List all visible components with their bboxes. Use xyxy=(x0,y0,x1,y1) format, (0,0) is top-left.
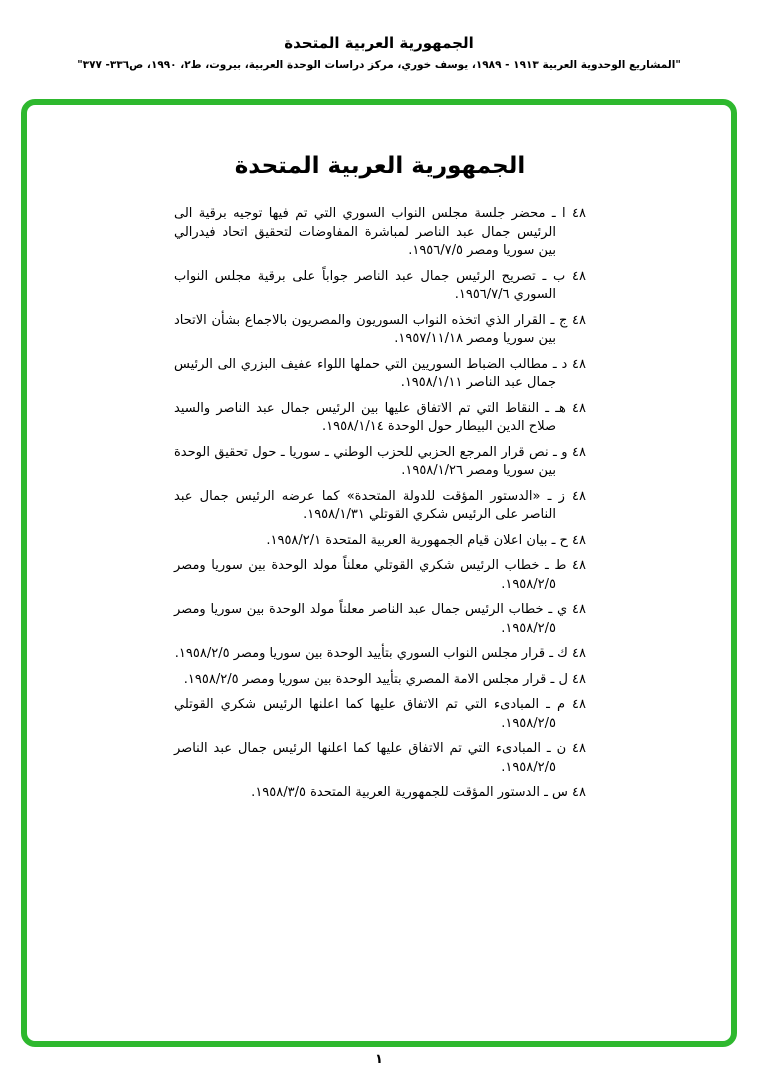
list-item xyxy=(174,268,586,305)
entry-text: نص قرار المرجع الحزبي للحزب الوطني ـ سوريا ـ حول تحقيق الوحدة بين سوريا ومصر ١٩٥٨/١/٢٦. xyxy=(174,444,556,478)
entry-text: بيان اعلان قيام الجمهورية العربية المتحدة ١٩٥٨/٢/١. xyxy=(266,532,548,548)
list-item xyxy=(174,784,586,803)
list-item xyxy=(174,205,586,261)
entry-label: ٤٨ د ـ xyxy=(552,356,586,372)
entry-text: المبادىء التي تم الاتفاق عليها كما اعلنها الرئيس شكري القوتلي ١٩٥٨/٢/٥. xyxy=(174,697,556,731)
entry-text: محضر جلسة مجلس النواب السوري التي تم فيها توجيه برقية الى الرئيس جمال عبد الناصر لمباشرة المفاوضات لتحقيق اتحاد فيدرالي بين سوريا ومصر ١٩٥٦/٧/٥. xyxy=(174,206,556,258)
entry-label: ٤٨ س ـ xyxy=(544,785,586,800)
entry-label: ٤٨ ط ـ xyxy=(545,558,586,573)
document-page xyxy=(174,153,586,810)
page-header xyxy=(0,34,758,71)
entry-label: ٤٨ ي ـ xyxy=(548,602,586,617)
entry-text: مطالب الضباط السوريين التي حملها اللواء عفيف البزري الى الرئيس جمال عبد الناصر ١٩٥٨/١/١١. xyxy=(174,356,556,390)
entry-label: ٤٨ ز ـ xyxy=(547,488,587,504)
entry-label: ٤٨ ن ـ xyxy=(546,741,586,756)
list-item xyxy=(174,532,586,551)
list-item xyxy=(174,312,586,349)
document-frame xyxy=(21,99,737,1047)
entry-label: ٤٨ م ـ xyxy=(546,697,586,712)
entry-text: قرار مجلس الامة المصري بتأييد الوحدة بين سوريا ومصر ١٩٥٨/٢/٥. xyxy=(183,671,547,687)
entry-label: ٤٨ ب ـ xyxy=(542,268,586,284)
document-title: الجمهورية العربية المتحدة xyxy=(234,153,526,179)
entry-label: ٤٨ و ـ xyxy=(553,444,586,460)
entry-text: النقاط التي تم الاتفاق عليها بين الرئيس جمال عبد الناصر والسيد صلاح الدين البيطار حول الوحدة ١٩٥٨/١/١٤. xyxy=(174,400,556,434)
entry-text: القرار الذي اتخذه النواب السوريون والمصريون بالاجماع بشأن الاتحاد بين سوريا ومصر ١٩٥٧/١١/١٨. xyxy=(174,312,556,346)
entry-text: الدستور المؤقت للجمهورية العربية المتحدة ١٩٥٨/٣/٥. xyxy=(251,785,540,800)
entry-label: ٤٨ ا ـ xyxy=(551,206,586,221)
list-item xyxy=(174,557,586,594)
list-item xyxy=(174,444,586,481)
entry-text: خطاب الرئيس شكري القوتلي معلناً مولد الوحدة بين سوريا ومصر ١٩٥٨/٢/٥. xyxy=(174,558,556,592)
entry-text: تصريح الرئيس جمال عبد الناصر جواباً على برقية مجلس النواب السوري ١٩٥٦/٧/٦. xyxy=(174,268,556,302)
entry-label: ٤٨ ج ـ xyxy=(550,312,586,328)
list-item xyxy=(174,400,586,437)
list-item xyxy=(174,645,586,664)
entry-text: المبادىء التي تم الاتفاق عليها كما اعلنها الرئيس جمال عبد الناصر ١٩٥٨/٢/٥. xyxy=(174,741,556,775)
entry-text: قرار مجلس النواب السوري بتأييد الوحدة بين سوريا ومصر ١٩٥٨/٢/٥. xyxy=(174,646,546,661)
entry-text: خطاب الرئيس جمال عبد الناصر معلناً مولد الوحدة بين سوريا ومصر ١٩٥٨/٢/٥. xyxy=(174,602,556,636)
entry-label: ٤٨ ل ـ xyxy=(550,671,586,687)
list-item xyxy=(174,696,586,733)
entry-list xyxy=(174,205,586,803)
list-item xyxy=(174,356,586,393)
page-number: ١ xyxy=(375,1052,383,1067)
entry-label: ٤٨ ح ـ xyxy=(551,532,586,548)
list-item xyxy=(174,740,586,777)
list-item xyxy=(174,488,586,525)
entry-label: ٤٨ ك ـ xyxy=(549,646,586,661)
header-citation: "المشاريع الوحدوية العربية ١٩١٣ - ١٩٨٩، يوسف خوري، مركز دراسات الوحدة العربية، بيروت، ط٢، ١٩٩٠، ص٣٣٦- ٣٧٧" xyxy=(77,59,681,71)
list-item xyxy=(174,601,586,638)
entry-label: ٤٨ هـ ـ xyxy=(545,400,586,416)
header-title: الجمهورية العربية المتحدة xyxy=(284,34,474,52)
list-item xyxy=(174,671,586,690)
entry-text: «الدستور المؤقت للدولة المتحدة» كما عرضه الرئيس جمال عبد الناصر على الرئيس شكري القوتلي ١٩٥٨/١/٣١. xyxy=(174,488,556,522)
